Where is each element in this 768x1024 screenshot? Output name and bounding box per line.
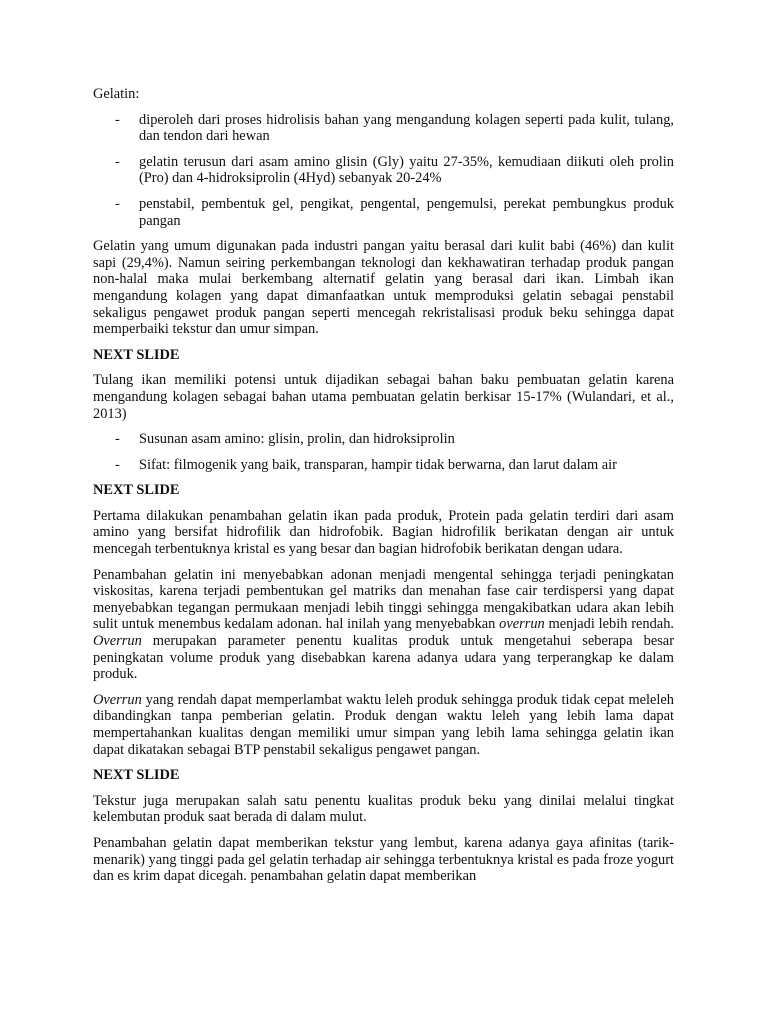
list-item-text: gelatin terusun dari asam amino glisin (Gly) yaitu 27-35%, kemudiaan diikuti oleh prolin (Pro) dan 4-hidroksiprolin (4Hyd) sebanyak 20-24% — [139, 153, 674, 187]
dash-bullet: - — [115, 111, 120, 128]
paragraph: Pertama dilakukan penambahan gelatin ikan pada produk, Protein pada gelatin terdiri dari asam amino yang bersifat hidrofilik dan hidrofobik. Bagian hidrofilik berikatan dengan air untuk mencegah terbentuknya kristal es yang besar dan bagian hidrofobik berikatan dengan udara. — [93, 507, 674, 558]
intro-label: Gelatin: — [93, 86, 140, 102]
paragraph: Tulang ikan memiliki potensi untuk dijadikan sebagai bahan baku pembuatan gelatin karena mengandung kolagen sebagai bahan utama pembuatan gelatin berkisar 15-17% (Wulandari, et al., 2013) — [93, 372, 674, 422]
list-item — [93, 112, 674, 145]
next-slide-heading: NEXT SLIDE — [93, 346, 180, 363]
dash-bullet: - — [115, 431, 120, 448]
dash-bullet: - — [115, 195, 120, 212]
list-item — [93, 431, 674, 448]
paragraph-text: Penambahan gelatin ini menyebabkan adonan menjadi mengental sehingga terjadi peningkatan viskositas, karena terjadi pembentukan gel matriks dan menahan fase cair terdispersi yang dapat menyebabkan tegangan permukaan menjadi lebih tinggi sehingga mengakibatkan udara akan lebih sulit untuk menembus kedalam adonan. hal inilah yang menyebabkan — [93, 566, 674, 633]
list-item-text: Susunan asam amino: glisin, prolin, dan hidroksiprolin — [139, 431, 455, 448]
next-slide-heading: NEXT SLIDE — [93, 767, 180, 784]
next-slide-heading: NEXT SLIDE — [93, 482, 180, 499]
list-item-text: penstabil, pembentuk gel, pengikat, pengental, pengemulsi, perekat pembungkus produk pangan — [139, 195, 674, 229]
amino-bullet-list — [93, 431, 674, 473]
list-item-text: diperoleh dari proses hidrolisis bahan yang mengandung kolagen seperti pada kulit, tulang, dan tendon dari hewan — [139, 111, 674, 145]
paragraph: Tekstur juga merupakan salah satu penentu kualitas produk beku yang dinilai melalui tingkat kelembutan produk saat berada di dalam mulut. — [93, 792, 674, 826]
dash-bullet: - — [115, 456, 120, 473]
intro-bullet-list — [93, 112, 674, 230]
document-page — [93, 86, 674, 894]
paragraph — [93, 692, 674, 758]
overrun-term: Overrun — [93, 633, 142, 650]
paragraph: Gelatin yang umum digunakan pada industri pangan yaitu berasal dari kulit babi (46%) dan kulit sapi (29,4%). Namun seiring perkembangan teknologi dan kekhawatiran terhadap produk pangan non-halal maka mulai berkembang alternatif gelatin yang berasal dari ikan. Limbah ikan mengandung kolagen yang dapat dimanfaatkan untuk memproduksi gelatin sebagai penstabil sekaligus pengawet produk pangan seperti mencegah rekristalisasi produk beku sehingga dapat memperbaiki tekstur dan umur simpan. — [93, 238, 674, 338]
list-item-text: Sifat: filmogenik yang baik, transparan, hampir tidak berwarna, dan larut dalam air — [139, 456, 617, 473]
paragraph-text: menjadi lebih rendah. — [544, 616, 674, 633]
paragraph-text: yang rendah dapat memperlambat waktu leleh produk sehingga produk tidak cepat meleleh dibandingkan tanpa pemberian gelatin. Produk dengan waktu leleh yang lebih lama dapat mempertahankan kualitas dengan memiliki umur simpan yang lebih lama sehingga gelatin ikan dapat dikatakan sebagai BTP penstabil sekaligus pengawet pangan. — [93, 691, 674, 758]
list-item — [93, 457, 674, 474]
paragraph — [93, 567, 674, 683]
list-item — [93, 154, 674, 187]
list-item — [93, 196, 674, 229]
dash-bullet: - — [115, 153, 120, 170]
paragraph: Penambahan gelatin dapat memberikan tekstur yang lembut, karena adanya gaya afinitas (tarik-menarik) yang tinggi pada gel gelatin terhadap air sehingga terbentuknya kristal es pada froze yogurt dan es krim dapat dicegah. penambahan gelatin dapat memberikan — [93, 834, 675, 885]
paragraph-text: merupakan parameter penentu kualitas produk untuk mengetahui seberapa besar peningkatan volume produk yang disebabkan karena adanya udara yang terperangkap ke dalam produk. — [93, 633, 674, 683]
overrun-term: overrun — [499, 616, 545, 633]
overrun-term: Overrun — [93, 691, 142, 708]
